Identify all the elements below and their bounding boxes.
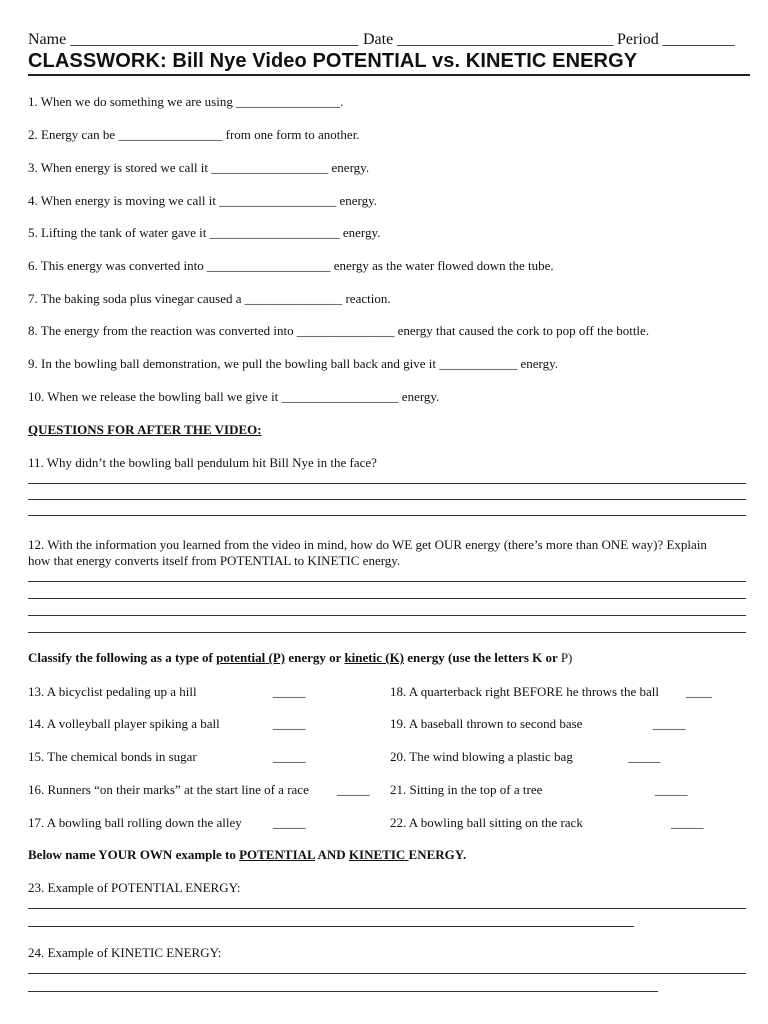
classify-blank-19[interactable]: _____	[653, 716, 686, 731]
classify-item-18: 18. A quarterback right BEFORE he throws the ball	[390, 684, 659, 699]
answer-line[interactable]	[28, 632, 746, 633]
own-example-potential-term: POTENTIAL	[239, 847, 315, 862]
answer-line[interactable]	[28, 991, 658, 992]
answer-line[interactable]	[28, 598, 746, 599]
answer-line[interactable]	[28, 483, 746, 484]
classify-blank-16[interactable]: _____	[337, 782, 370, 797]
classify-blank-21[interactable]: _____	[655, 782, 688, 797]
answer-line[interactable]	[28, 926, 634, 927]
title-divider	[28, 74, 750, 76]
classify-instructions	[28, 650, 572, 666]
classify-item-14: 14. A volleyball player spiking a ball	[28, 716, 220, 731]
own-example-text: Below name YOUR OWN example to	[28, 847, 240, 862]
question-12-line-1: 12. With the information you learned from the video in mind, how do WE get OUR energy (there’s more than ONE way)? Explain	[28, 537, 707, 552]
after-video-heading: QUESTIONS FOR AFTER THE VIDEO:	[28, 422, 262, 437]
answer-line[interactable]	[28, 515, 746, 516]
classify-text: energy (use the letters K or	[404, 650, 561, 665]
date-field-label[interactable]: Date ___________________________	[363, 31, 614, 48]
own-example-text: AND	[314, 847, 349, 862]
own-example-text: ENERGY.	[408, 847, 467, 862]
classify-text: P)	[560, 650, 573, 665]
question-11: 11. Why didn’t the bowling ball pendulum hit Bill Nye in the face?	[28, 455, 377, 470]
classify-text: Classify the following as a type of	[28, 650, 217, 665]
question-10[interactable]: 10. When we release the bowling ball we give it __________________ energy.	[28, 389, 440, 404]
answer-line[interactable]	[28, 615, 746, 616]
answer-line[interactable]	[28, 581, 746, 582]
classify-potential-term: potential (P)	[216, 650, 286, 665]
question-5[interactable]: 5. Lifting the tank of water gave it ____________________ energy.	[28, 225, 381, 240]
classify-blank-22[interactable]: _____	[671, 815, 704, 830]
question-7[interactable]: 7. The baking soda plus vinegar caused a _______________ reaction.	[28, 291, 391, 306]
classify-text: energy or	[285, 650, 345, 665]
classify-blank-18[interactable]: ____	[686, 684, 712, 699]
classify-item-17: 17. A bowling ball rolling down the alley	[28, 815, 242, 830]
question-6[interactable]: 6. This energy was converted into ___________________ energy as the water flowed down the tube.	[28, 258, 554, 273]
question-1[interactable]: 1. When we do something we are using ________________.	[28, 94, 344, 109]
classify-item-16: 16. Runners “on their marks” at the start line of a race	[28, 782, 309, 797]
classify-blank-13[interactable]: _____	[273, 684, 306, 699]
own-example-instructions	[28, 847, 466, 863]
classify-item-20: 20. The wind blowing a plastic bag	[390, 749, 573, 764]
classify-item-22: 22. A bowling ball sitting on the rack	[390, 815, 583, 830]
worksheet-title: CLASSWORK: Bill Nye Video POTENTIAL vs. KINETIC ENERGY	[28, 50, 638, 72]
answer-line[interactable]	[28, 908, 746, 909]
name-field-label[interactable]: Name ____________________________________	[28, 31, 359, 48]
classify-item-15: 15. The chemical bonds in sugar	[28, 749, 197, 764]
question-4[interactable]: 4. When energy is moving we call it __________________ energy.	[28, 193, 378, 208]
question-9[interactable]: 9. In the bowling ball demonstration, we pull the bowling ball back and give it ____________ energy.	[28, 356, 559, 371]
classify-item-13: 13. A bicyclist pedaling up a hill	[28, 684, 197, 699]
question-23: 23. Example of POTENTIAL ENERGY:	[28, 880, 241, 895]
own-example-kinetic-term: KINETIC	[348, 847, 409, 862]
question-24: 24. Example of KINETIC ENERGY:	[28, 945, 222, 960]
question-2[interactable]: 2. Energy can be ________________ from one form to another.	[28, 127, 360, 142]
question-12-line-2: how that energy converts itself from POTENTIAL to KINETIC energy.	[28, 553, 401, 568]
classify-kinetic-term: kinetic (K)	[344, 650, 405, 665]
answer-line[interactable]	[28, 499, 746, 500]
answer-line[interactable]	[28, 973, 746, 974]
classify-blank-20[interactable]: _____	[628, 749, 661, 764]
period-field-label[interactable]: Period _________	[617, 31, 735, 48]
classify-item-19: 19. A baseball thrown to second base	[390, 716, 583, 731]
classify-blank-17[interactable]: _____	[273, 815, 306, 830]
classify-blank-15[interactable]: _____	[273, 749, 306, 764]
question-3[interactable]: 3. When energy is stored we call it __________________ energy.	[28, 160, 370, 175]
question-8[interactable]: 8. The energy from the reaction was converted into _______________ energy that caused the cork to pop off the bottle.	[28, 323, 650, 338]
classify-item-21: 21. Sitting in the top of a tree	[390, 782, 543, 797]
classify-blank-14[interactable]: _____	[273, 716, 306, 731]
